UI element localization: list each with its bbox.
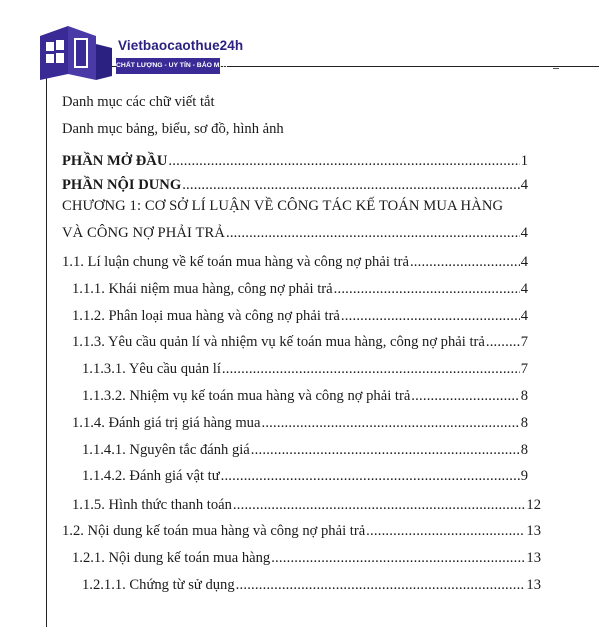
toc-leader [182, 176, 520, 194]
toc-line [72, 549, 541, 567]
toc-leader [226, 224, 520, 242]
brand-name: Vietbaocaothue24h [118, 38, 244, 53]
toc-line [72, 307, 528, 325]
toc-line-text: 1.1. Lí luận chung về kế toán mua hàng và công nợ phải trả [62, 254, 409, 270]
toc-leader [236, 576, 526, 594]
toc-line [62, 176, 528, 194]
toc-line-text: 1.1.3.1. Yêu cầu quản lí [82, 361, 221, 377]
toc-leader [168, 152, 519, 170]
toc-page-number: 13 [526, 550, 541, 566]
brand-tagline: CHẤT LƯỢNG - UY TÍN - BẢO MẬT [116, 58, 220, 74]
toc-page-number: 8 [520, 388, 528, 404]
toc-page-number: 8 [520, 442, 528, 458]
toc-line [62, 224, 528, 242]
toc-line [72, 496, 541, 514]
toc-leader [486, 333, 520, 351]
toc-leader [222, 360, 520, 378]
toc-line-text: 1.1.3.2. Nhiệm vụ kế toán mua hàng và công nợ phải trả [82, 388, 411, 404]
toc-leader [366, 522, 525, 540]
toc-line-text: 1.1.4.1. Nguyên tắc đánh giá [82, 442, 250, 458]
toc-leader [271, 549, 525, 567]
toc-leader [251, 441, 520, 459]
toc-line [82, 576, 541, 594]
toc-line-text: 1.1.1. Khái niệm mua hàng, công nợ phải trả [72, 281, 333, 297]
toc-page-number: 4 [520, 308, 528, 324]
toc-leader [411, 387, 519, 405]
toc-line: Danh mục bảng, biểu, sơ đồ, hình ảnh [62, 121, 284, 137]
toc-leader [341, 307, 520, 325]
toc-line [62, 522, 541, 540]
toc-line: Danh mục các chữ viết tắt [62, 94, 215, 110]
toc-page-number: 8 [520, 415, 528, 431]
toc-line [82, 441, 528, 459]
toc-line-text: 1.1.4. Đánh giá trị giá hàng mua [72, 415, 261, 431]
toc-page-number: 13 [526, 577, 541, 593]
toc-line-text: PHẦN NỘI DUNG [62, 177, 182, 193]
toc-line-text: 1.1.4.2. Đánh giá vật tư [82, 468, 220, 484]
toc-line-text: PHẦN MỞ ĐẦU [62, 153, 168, 169]
toc-page-number: 12 [526, 497, 541, 513]
toc-line [82, 467, 528, 485]
toc-page-number: 4 [520, 177, 528, 193]
toc-line-text: 1.2.1. Nội dung kế toán mua hàng [72, 550, 271, 566]
toc-line-text: 1.1.5. Hình thức thanh toán [72, 497, 232, 513]
toc-page-number: 13 [526, 523, 541, 539]
toc-line [62, 253, 528, 271]
toc-leader [221, 467, 520, 485]
toc-line [72, 414, 528, 432]
toc-line-text: 1.2. Nội dung kế toán mua hàng và công nợ phải trả [62, 523, 366, 539]
toc-line [72, 333, 528, 351]
toc-page-number: 4 [520, 281, 528, 297]
toc-leader [261, 414, 519, 432]
toc-line-text: 1.2.1.1. Chứng từ sử dụng [82, 577, 235, 593]
toc-leader [233, 496, 526, 514]
toc-line-text: 1.1.2. Phân loại mua hàng và công nợ phải trả [72, 308, 340, 324]
toc-leader [334, 280, 520, 298]
toc-page-number: 4 [520, 254, 528, 270]
toc-line-text: VÀ CÔNG NỢ PHẢI TRẢ [62, 225, 225, 241]
toc-line [72, 280, 528, 298]
toc-line [82, 360, 528, 378]
toc-line [82, 387, 528, 405]
toc-page-number: 4 [520, 225, 528, 241]
toc-page-number: 7 [520, 361, 528, 377]
toc-page-number: 1 [520, 153, 528, 169]
toc-line: CHƯƠNG 1: CƠ SỞ LÍ LUẬN VỀ CÔNG TÁC KẾ TOÁN MUA HÀNG [62, 198, 504, 214]
toc-page-number: 7 [520, 334, 528, 350]
toc-line-text: 1.1.3. Yêu cầu quản lí và nhiệm vụ kế toán mua hàng, công nợ phải trả [72, 334, 485, 350]
toc-line [62, 152, 528, 170]
toc-leader [410, 253, 520, 271]
toc-page-number: 9 [520, 468, 528, 484]
